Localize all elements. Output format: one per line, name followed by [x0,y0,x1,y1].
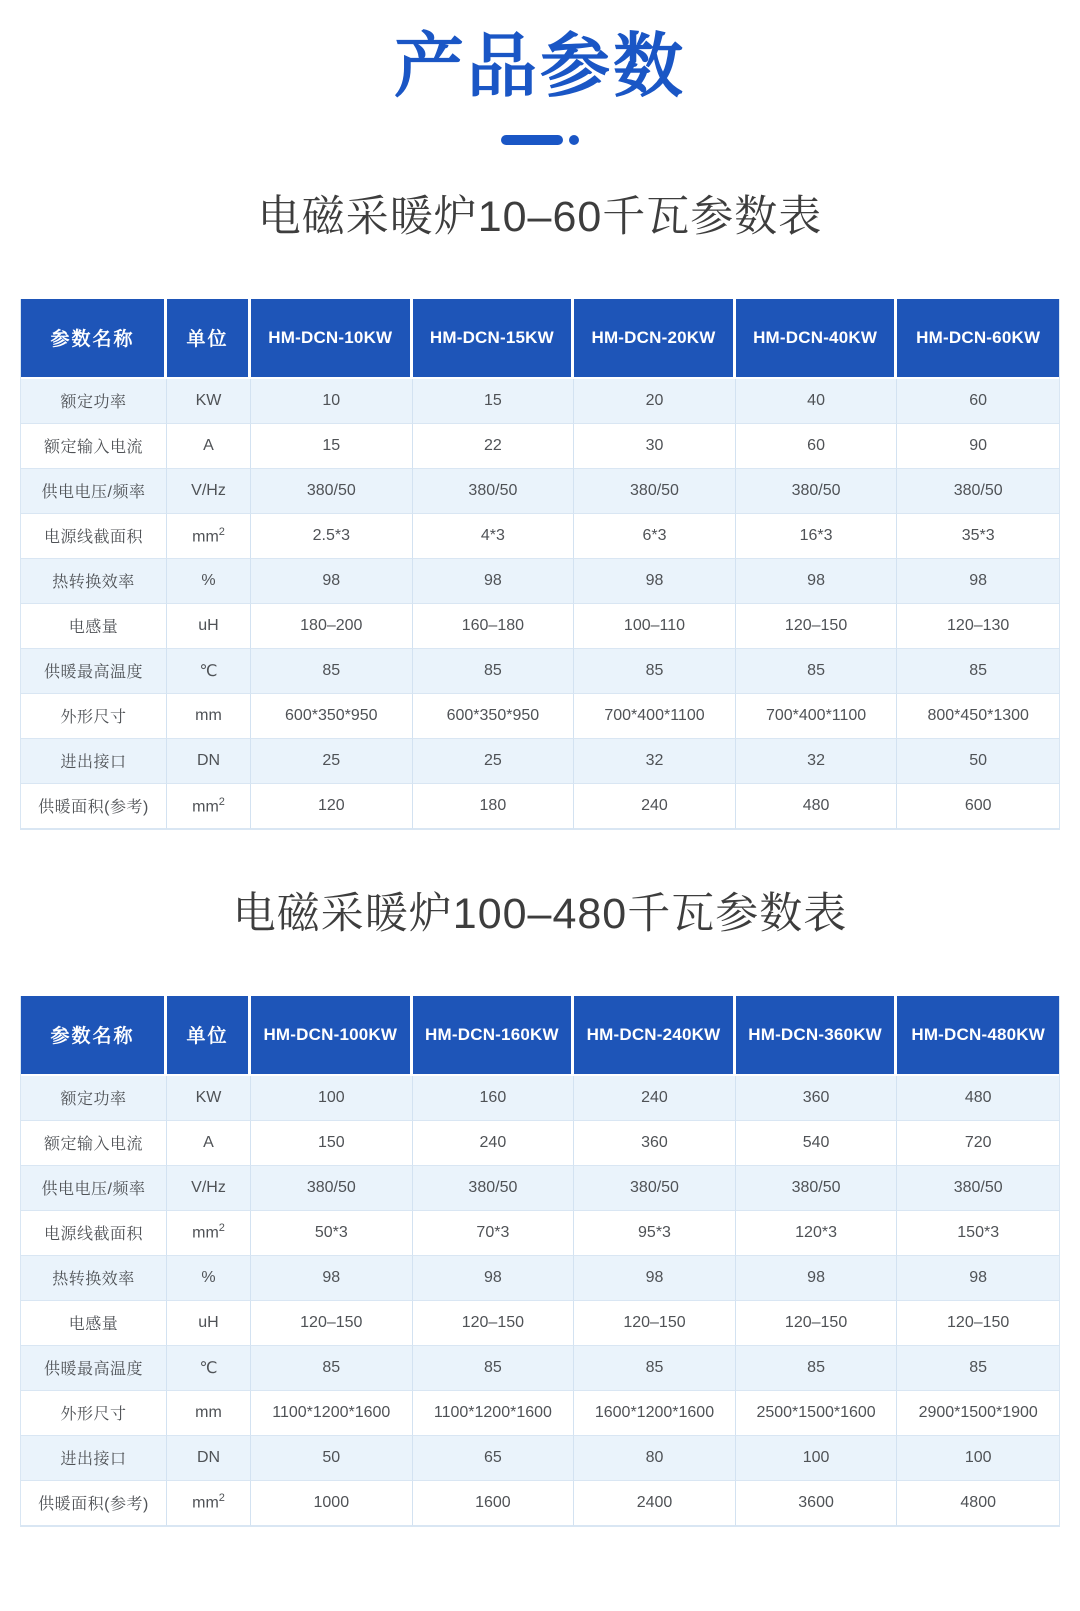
unit-cell: V/Hz [167,469,251,514]
value-cell: 70*3 [413,1211,575,1256]
header-row [21,996,1059,1076]
value-cell: 98 [413,559,575,604]
value-cell: 65 [413,1436,575,1481]
unit-cell: % [167,1256,251,1301]
value-cell: 2900*1500*1900 [897,1391,1059,1436]
unit-cell: KW [167,1076,251,1121]
value-cell: 98 [736,1256,898,1301]
value-cell: 380/50 [897,469,1059,514]
table-title-10-60kw: 电磁采暖炉10–60千瓦参数表 [257,193,823,241]
value-cell: 700*400*1100 [574,694,736,739]
value-cell: 380/50 [574,469,736,514]
value-cell: 85 [251,1346,413,1391]
spec-table-100-480kw [20,996,1060,1527]
table-row [21,424,1059,469]
value-cell: 60 [897,379,1059,424]
value-cell: 160 [413,1076,575,1121]
value-cell: 480 [736,784,898,829]
value-cell: 700*400*1100 [736,694,898,739]
value-cell: 20 [574,379,736,424]
row-label: 供电电压/频率 [21,1166,167,1211]
unit-cell: % [167,559,251,604]
value-cell: 240 [413,1121,575,1166]
value-cell: 85 [251,649,413,694]
value-cell: 380/50 [736,469,898,514]
value-cell: 380/50 [574,1166,736,1211]
spec-table-header [21,996,1059,1076]
value-cell: 50 [897,739,1059,784]
row-label: 外形尺寸 [21,1391,167,1436]
model-header: HM-DCN-480KW [897,996,1059,1076]
value-cell: 15 [413,379,575,424]
value-cell: 25 [413,739,575,784]
unit-cell: A [167,424,251,469]
unit-cell: uH [167,1301,251,1346]
value-cell: 600*350*950 [413,694,575,739]
row-label: 额定输入电流 [21,1121,167,1166]
table-title-100-480kw: 电磁采暖炉100–480千瓦参数表 [232,889,848,938]
spec-table-10-60kw [20,299,1060,830]
value-cell: 4800 [897,1481,1059,1526]
param-name-header: 参数名称 [21,996,167,1076]
value-cell: 98 [574,559,736,604]
value-cell: 120*3 [736,1211,898,1256]
value-cell: 85 [897,649,1059,694]
value-cell: 98 [897,1256,1059,1301]
model-header: HM-DCN-40KW [736,299,898,379]
row-label: 电感量 [21,1301,167,1346]
value-cell: 98 [897,559,1059,604]
header-row [21,299,1059,379]
value-cell: 120–150 [736,604,898,649]
value-cell: 15 [251,424,413,469]
value-cell: 60 [736,424,898,469]
value-cell: 150 [251,1121,413,1166]
table-row [21,739,1059,784]
table-row [21,1121,1059,1166]
value-cell: 600 [897,784,1059,829]
value-cell: 85 [574,649,736,694]
value-cell: 240 [574,1076,736,1121]
unit-cell: ℃ [167,649,251,694]
model-header: HM-DCN-60KW [897,299,1059,379]
value-cell: 80 [574,1436,736,1481]
model-header: HM-DCN-20KW [574,299,736,379]
value-cell: 1100*1200*1600 [251,1391,413,1436]
value-cell: 85 [897,1346,1059,1391]
unit-cell: $mm^2$ [167,784,251,829]
value-cell: 180–200 [251,604,413,649]
row-label: 热转换效率 [21,559,167,604]
value-cell: 16*3 [736,514,898,559]
value-cell: 800*450*1300 [897,694,1059,739]
unit-header: 单位 [167,299,251,379]
unit-header: 单位 [167,996,251,1076]
table-row [21,1076,1059,1121]
value-cell: 1600*1200*1600 [574,1391,736,1436]
unit-cell: V/Hz [167,1166,251,1211]
unit-cell: DN [167,1436,251,1481]
spec-table-header [21,299,1059,379]
value-cell: 360 [574,1121,736,1166]
table-row [21,694,1059,739]
model-header: HM-DCN-360KW [736,996,898,1076]
value-cell: 22 [413,424,575,469]
value-cell: 380/50 [413,1166,575,1211]
unit-cell: uH [167,604,251,649]
value-cell: 6*3 [574,514,736,559]
divider-dot-icon [569,135,579,145]
table-row [21,469,1059,514]
value-cell: 2500*1500*1600 [736,1391,898,1436]
value-cell: 35*3 [897,514,1059,559]
value-cell: 160–180 [413,604,575,649]
value-cell: 120–150 [413,1301,575,1346]
value-cell: 10 [251,379,413,424]
row-label: 电源线截面积 [21,514,167,559]
unit-superscript: 2 [218,1492,225,1505]
unit-cell: mm [167,1391,251,1436]
spec-table-body [21,1076,1059,1526]
row-label: 进出接口 [21,1436,167,1481]
value-cell: 40 [736,379,898,424]
value-cell: 120–150 [897,1301,1059,1346]
spec-section-10-60kw [0,191,1080,830]
unit-cell: $mm^2$ [167,514,251,559]
row-label: 额定输入电流 [21,424,167,469]
value-cell: 85 [574,1346,736,1391]
unit-superscript: 2 [218,795,225,808]
value-cell: 98 [251,559,413,604]
table-row [21,1301,1059,1346]
value-cell: 100–110 [574,604,736,649]
param-name-header: 参数名称 [21,299,167,379]
unit-superscript: 2 [218,525,225,538]
value-cell: 1100*1200*1600 [413,1391,575,1436]
page-title: 产品参数 [394,27,686,105]
table-row [21,604,1059,649]
row-label: 电感量 [21,604,167,649]
title-divider [0,134,1080,145]
value-cell: 120 [251,784,413,829]
unit-superscript: 2 [218,1222,225,1235]
row-label: 供暖面积(参考) [21,1481,167,1526]
value-cell: 98 [574,1256,736,1301]
row-label: 额定功率 [21,1076,167,1121]
table-row [21,1436,1059,1481]
divider-dash-icon [501,135,563,145]
value-cell: 30 [574,424,736,469]
value-cell: 480 [897,1076,1059,1121]
value-cell: 85 [736,1346,898,1391]
unit-cell: DN [167,739,251,784]
value-cell: 25 [251,739,413,784]
table-row [21,1346,1059,1391]
value-cell: 32 [574,739,736,784]
value-cell: 100 [897,1436,1059,1481]
unit-cell: A [167,1121,251,1166]
value-cell: 50 [251,1436,413,1481]
value-cell: 100 [736,1436,898,1481]
model-header: HM-DCN-10KW [251,299,413,379]
value-cell: 120–150 [574,1301,736,1346]
value-cell: 100 [251,1076,413,1121]
value-cell: 380/50 [736,1166,898,1211]
value-cell: 50*3 [251,1211,413,1256]
value-cell: 240 [574,784,736,829]
value-cell: 1000 [251,1481,413,1526]
unit-cell: mm [167,694,251,739]
spec-section-100-480kw [0,888,1080,1527]
table-row [21,1211,1059,1256]
unit-cell: $mm^2$ [167,1481,251,1526]
row-label: 热转换效率 [21,1256,167,1301]
value-cell: 720 [897,1121,1059,1166]
value-cell: 98 [736,559,898,604]
model-header: HM-DCN-240KW [574,996,736,1076]
value-cell: 2400 [574,1481,736,1526]
value-cell: 380/50 [897,1166,1059,1211]
model-header: HM-DCN-15KW [413,299,575,379]
value-cell: 600*350*950 [251,694,413,739]
value-cell: 90 [897,424,1059,469]
value-cell: 380/50 [251,1166,413,1211]
table-row [21,1166,1059,1211]
value-cell: 1600 [413,1481,575,1526]
table-row [21,559,1059,604]
value-cell: 98 [251,1256,413,1301]
table-row [21,1391,1059,1436]
value-cell: 180 [413,784,575,829]
value-cell: 85 [736,649,898,694]
unit-cell: ℃ [167,1346,251,1391]
value-cell: 380/50 [251,469,413,514]
value-cell: 95*3 [574,1211,736,1256]
value-cell: 98 [413,1256,575,1301]
table-row [21,1256,1059,1301]
row-label: 供暖最高温度 [21,649,167,694]
table-row [21,379,1059,424]
row-label: 外形尺寸 [21,694,167,739]
table-row [21,514,1059,559]
row-label: 进出接口 [21,739,167,784]
table-row [21,784,1059,829]
value-cell: 380/50 [413,469,575,514]
value-cell: 32 [736,739,898,784]
value-cell: 120–130 [897,604,1059,649]
row-label: 供暖面积(参考) [21,784,167,829]
value-cell: 3600 [736,1481,898,1526]
table-row [21,649,1059,694]
unit-cell: KW [167,379,251,424]
value-cell: 540 [736,1121,898,1166]
model-header: HM-DCN-100KW [251,996,413,1076]
table-row [21,1481,1059,1526]
row-label: 供暖最高温度 [21,1346,167,1391]
value-cell: 150*3 [897,1211,1059,1256]
value-cell: 85 [413,649,575,694]
value-cell: 85 [413,1346,575,1391]
row-label: 供电电压/频率 [21,469,167,514]
value-cell: 360 [736,1076,898,1121]
model-header: HM-DCN-160KW [413,996,575,1076]
value-cell: 2.5*3 [251,514,413,559]
row-label: 电源线截面积 [21,1211,167,1256]
unit-cell: $mm^2$ [167,1211,251,1256]
spec-table-body [21,379,1059,829]
value-cell: 4*3 [413,514,575,559]
value-cell: 120–150 [251,1301,413,1346]
row-label: 额定功率 [21,379,167,424]
value-cell: 120–150 [736,1301,898,1346]
